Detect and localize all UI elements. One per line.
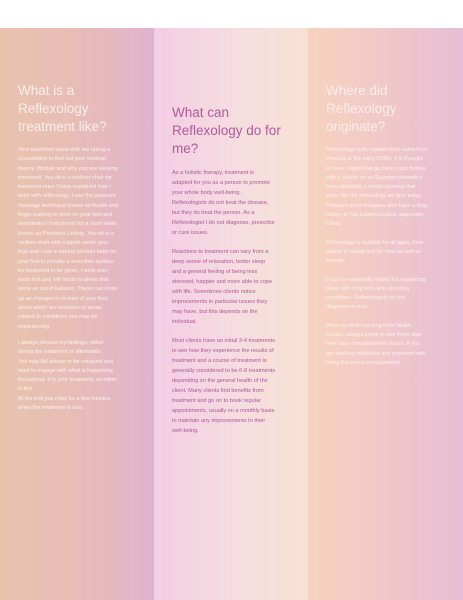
panel-content [172,104,298,445]
panel-what-is-treatment [0,28,154,600]
panel-origins [308,28,463,600]
panel-content [326,82,454,377]
panel-title: What can Reflexology do for me? [172,105,281,156]
panel-paragraph: Reactions to treatment can vary from a deep sense of relaxation, better sleep and a general feeling of being less stressed, happier and more able to cope with life. Sometimes clients notice improvements in particular issues they may have, but this depends on the individual. [172,249,273,325]
panel-paragraph: It can be especially helpful for supporting those with long term and recurring conditions. Reflexologists do not diagnose or cure. [326,276,426,311]
panel-paragraph: Your treatment starts with me taking a consultation to find out your medical history, lifestyle and why you are seeking treatment. You sit in a recliner chair for treatment once I have explained how I work with reflexology. I use the pressure massage technique known as thumb and finger walking to work on your feet and sometimes I hold points for a short while, known as Precision Linking. You sit in a recliner chair with support under your legs and I use a natural product balm on your feet to provide a smoother surface for treatment to be given. I work over each foot and will return to areas that show as out of balance. These can show up as changes in texture of your feet, areas which are sensitive or areas related to conditions you may be experiencing. [18,147,118,330]
panel-title: Where did Reflexology originate? [326,83,397,134]
panel-paragraph: Most clients have an initial 3-4 treatments to see how they experience the results of treatment and a course of treatment is generally considered to be 6-8 treatments depending on the general health of the client. Many clients find benefits from treatment and go on to book regular appointments, usually on a monthly basis to maintain any improvements to their well-being. [172,338,276,434]
panel-content [18,82,144,413]
panel-what-can-reflexology-do [154,28,308,600]
panel-paragraph: Reflexology is suitable for all ages, from babies to adults and for men as well as women. [326,239,424,265]
panel-paragraph: As a holistic therapy, treatment is adapted for you as a person to promote your whole body well-being. Reflexologists do not treat the disease, but they do treat the person. As a Reflexologist I do not diagnose, prescribe or cure issues. [172,170,275,236]
panel-paragraph: Reflexology in its modern form came from America in the early 1900s. It is thought to have origins that go back much further with a picture on an Egyptian pharoah's tomb depicting a similar process that looks like the reflexology we give today. Pressure point therapies also have a long history in Far Eastern culture, especially China. [326,147,428,228]
panel-title: What is a Reflexology treatment like? [18,83,107,134]
panel-paragraph: I always discuss my findings, either during the treatment or afterwards. You may fall asleep or be congued and want to engage with what is happening throughout. It is your treatment, as either is fine. At the end you relax for a few minutes when the treatment is over. [18,339,118,412]
panel-paragraph: When a client has long term health issues I always prefer to see them after they have consulted their doctor. If you are seeking relaxation and improved well being this is not a requirement. [326,322,426,366]
